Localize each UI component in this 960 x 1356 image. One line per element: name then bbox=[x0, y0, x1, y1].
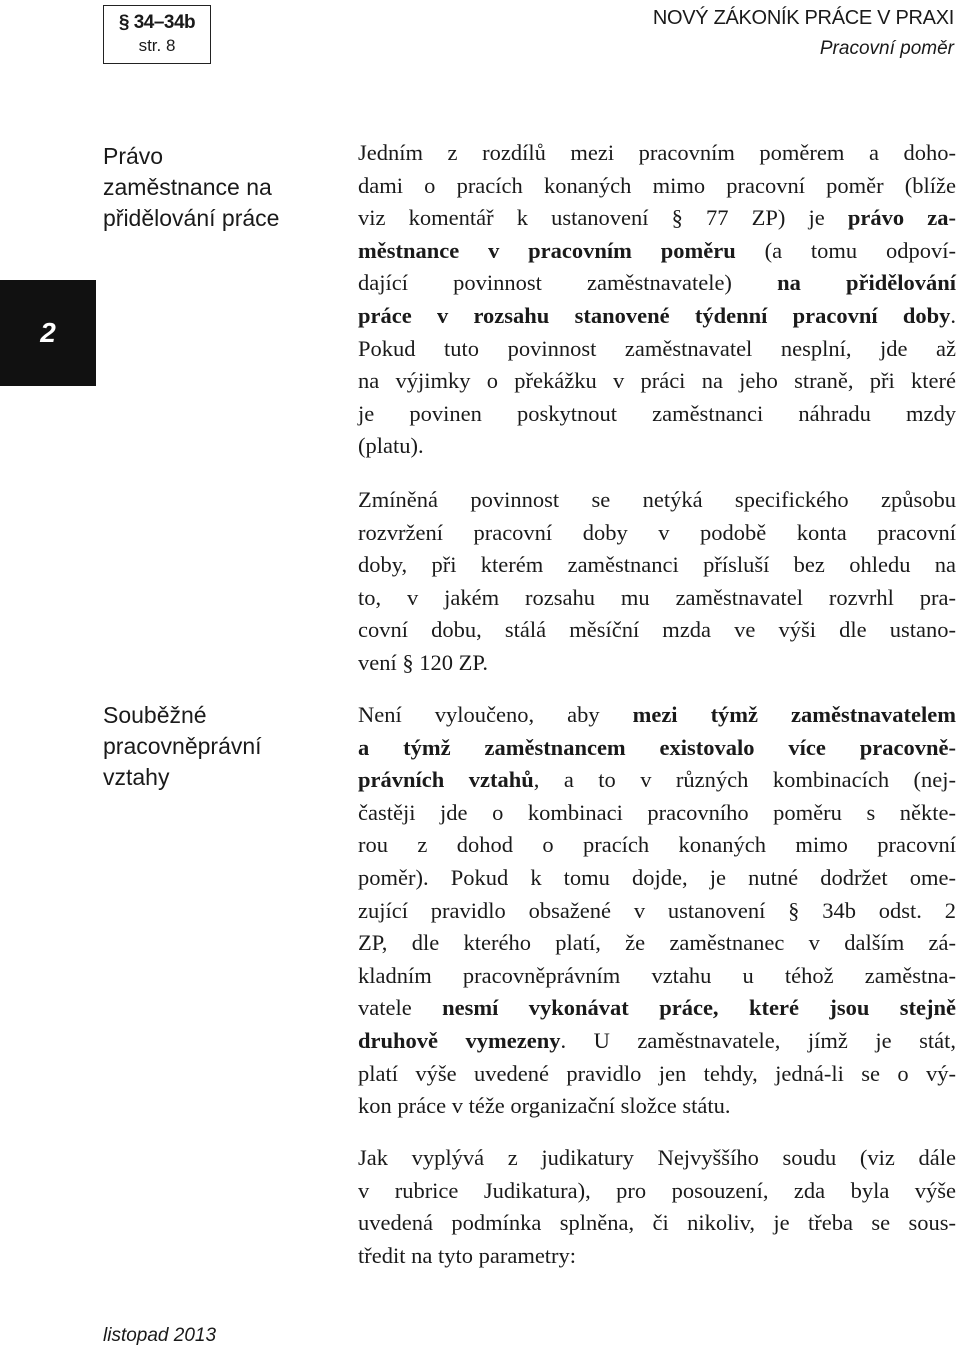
chapter-title: Pracovní poměr bbox=[819, 38, 954, 59]
text-run: vení § 120 ZP. bbox=[358, 649, 489, 675]
text-run: covní dobu, stálá měsíční mzda ve výši dle ustano- bbox=[358, 617, 956, 643]
body-p2-line bbox=[358, 517, 956, 550]
bold-text-run: právo za- bbox=[847, 205, 956, 231]
bold-text-run: práce v rozsahu stanovené týdenní pracovní doby bbox=[358, 302, 951, 328]
body-p4-line bbox=[358, 1175, 956, 1208]
text-run: Zmíněná povinnost se netýká specifického způsobu bbox=[358, 487, 956, 512]
body-p3-line bbox=[358, 1090, 956, 1123]
body-p4-line bbox=[358, 1240, 956, 1273]
body-p3-line bbox=[358, 699, 956, 732]
body-p1-line bbox=[358, 170, 956, 203]
body-p4-line bbox=[358, 1142, 956, 1175]
text-run: viz komentář k ustanovení § 77 ZP) je bbox=[358, 205, 848, 231]
section-reference: § 34–34b bbox=[118, 12, 196, 33]
paragraph-1 bbox=[358, 137, 956, 463]
text-run: Není vyloučeno, aby bbox=[358, 702, 633, 727]
body-p3-line bbox=[358, 927, 956, 960]
text-run: kon práce v téže organizační složce státu. bbox=[358, 1093, 731, 1119]
text-run: zující pravidlo obsažené v ustanovení § 34b odst. 2 bbox=[358, 897, 956, 923]
margin-heading-line: Právo bbox=[103, 143, 164, 169]
body-p1-line bbox=[358, 235, 956, 268]
bold-text-run: nesmí vykonávat práce, které jsou stejně bbox=[442, 995, 956, 1021]
text-run: rozvržení pracovní doby v podobě konta pracovní bbox=[358, 519, 956, 545]
bold-text-run: městnance v pracovním poměru bbox=[358, 237, 736, 263]
body-p3-line bbox=[358, 992, 956, 1025]
margin-heading-concurrent-relations bbox=[103, 700, 343, 793]
body-p3-line bbox=[358, 895, 956, 928]
text-run: Jak vyplývá z judikatury Nejvyššího soudu (viz dále bbox=[358, 1145, 956, 1170]
text-run: vatele bbox=[358, 995, 443, 1021]
body-p2-line bbox=[358, 582, 956, 615]
bold-text-run: na přidělování bbox=[777, 270, 956, 296]
text-run: (platu). bbox=[358, 433, 424, 459]
text-run: poměr). Pokud k tomu dojde, je nutné dodržet ome- bbox=[358, 864, 956, 890]
bold-text-run: právních vztahů bbox=[358, 767, 534, 793]
section-reference-box bbox=[103, 5, 211, 64]
margin-heading-line: Souběžné bbox=[103, 702, 207, 728]
body-p3-line bbox=[358, 960, 956, 993]
margin-heading-line: přidělování práce bbox=[103, 205, 280, 231]
page-reference: str. 8 bbox=[138, 36, 176, 55]
body-p2-line bbox=[358, 614, 956, 647]
text-run: ZP, dle kterého platí, že zaměstnanec v dalším zá- bbox=[358, 930, 956, 956]
body-p1-line bbox=[358, 300, 956, 333]
body-p1-line bbox=[358, 430, 956, 463]
body-p4-line bbox=[358, 1207, 956, 1240]
bold-text-run: druhově vymezeny bbox=[358, 1027, 561, 1053]
text-run: (a tomu odpoví- bbox=[735, 237, 956, 263]
body-p1-line bbox=[358, 365, 956, 398]
text-run: Jedním z rozdílů mezi pracovním poměrem a doho- bbox=[358, 140, 956, 165]
text-run: rou z dohod o pracích konaných mimo pracovní bbox=[358, 832, 956, 858]
chapter-tab: 2 bbox=[0, 280, 96, 386]
body-p1-line bbox=[358, 333, 956, 366]
body-p1-line bbox=[358, 202, 956, 235]
text-run: je povinen poskytnout zaměstnanci náhradu mzdy bbox=[358, 400, 956, 426]
text-run: na výjimky o překážku v práci na jeho straně, při které bbox=[358, 368, 956, 394]
body-p3-line bbox=[358, 1025, 956, 1058]
bold-text-run: a týmž zaměstnancem existovalo více pracovně- bbox=[358, 734, 956, 760]
margin-heading-right-to-work bbox=[103, 141, 343, 234]
body-p3-line bbox=[358, 829, 956, 862]
text-run: . U zaměstnavatele, jímž je stát, bbox=[560, 1027, 956, 1053]
text-run: . bbox=[950, 302, 956, 328]
text-run: platí výše uvedené pravidlo jen tehdy, jedná-li se o vý- bbox=[358, 1060, 956, 1086]
body-p3-line bbox=[358, 797, 956, 830]
text-run: doby, při kterém zaměstnanci přísluší bez ohledu na bbox=[358, 552, 956, 578]
text-run: tředit na tyto parametry: bbox=[358, 1242, 577, 1268]
text-run: kladním pracovněprávním vztahu u téhož zaměstna- bbox=[358, 962, 956, 988]
margin-heading-line: vztahy bbox=[103, 764, 170, 790]
issue-date: listopad 2013 bbox=[103, 1325, 217, 1346]
paragraph-3 bbox=[358, 699, 956, 1123]
text-run: uvedená podmínka splněna, či nikoliv, je třeba se sous- bbox=[358, 1210, 956, 1236]
body-p3-line bbox=[358, 862, 956, 895]
body-p2-line bbox=[358, 484, 956, 517]
text-run: Pokud tuto povinnost zaměstnavatel nesplní, jde až bbox=[358, 335, 956, 361]
body-p3-line bbox=[358, 732, 956, 765]
bold-text-run: mezi týmž zaměstnavatelem bbox=[632, 702, 956, 727]
body-p1-line bbox=[358, 398, 956, 431]
margin-heading-line: zaměstnance na bbox=[103, 174, 272, 200]
body-p3-line bbox=[358, 764, 956, 797]
margin-heading-line: pracovněprávní bbox=[103, 733, 262, 759]
paragraph-4 bbox=[358, 1142, 956, 1272]
text-run: to, v jakém rozsahu mu zaměstnavatel rozvrhl pra- bbox=[358, 584, 956, 610]
text-run: , a to v různých kombinacích (nej- bbox=[533, 767, 956, 793]
body-p2-line bbox=[358, 549, 956, 582]
body-p1-line bbox=[358, 137, 956, 170]
text-run: dami o pracích konaných mimo pracovní poměr (blíže bbox=[358, 172, 956, 198]
body-p1-line bbox=[358, 267, 956, 300]
text-run: dající povinnost zaměstnavatele) bbox=[358, 270, 778, 296]
body-p2-line bbox=[358, 647, 956, 680]
paragraph-2 bbox=[358, 484, 956, 680]
text-run: v rubrice Judikatura), pro posouzení, zda byla výše bbox=[358, 1177, 956, 1203]
body-p3-line bbox=[358, 1058, 956, 1091]
book-title: NOVÝ ZÁKONÍK PRÁCE V PRAXI bbox=[652, 7, 954, 29]
text-run: častěji jde o kombinaci pracovního poměru s někte- bbox=[358, 799, 956, 825]
